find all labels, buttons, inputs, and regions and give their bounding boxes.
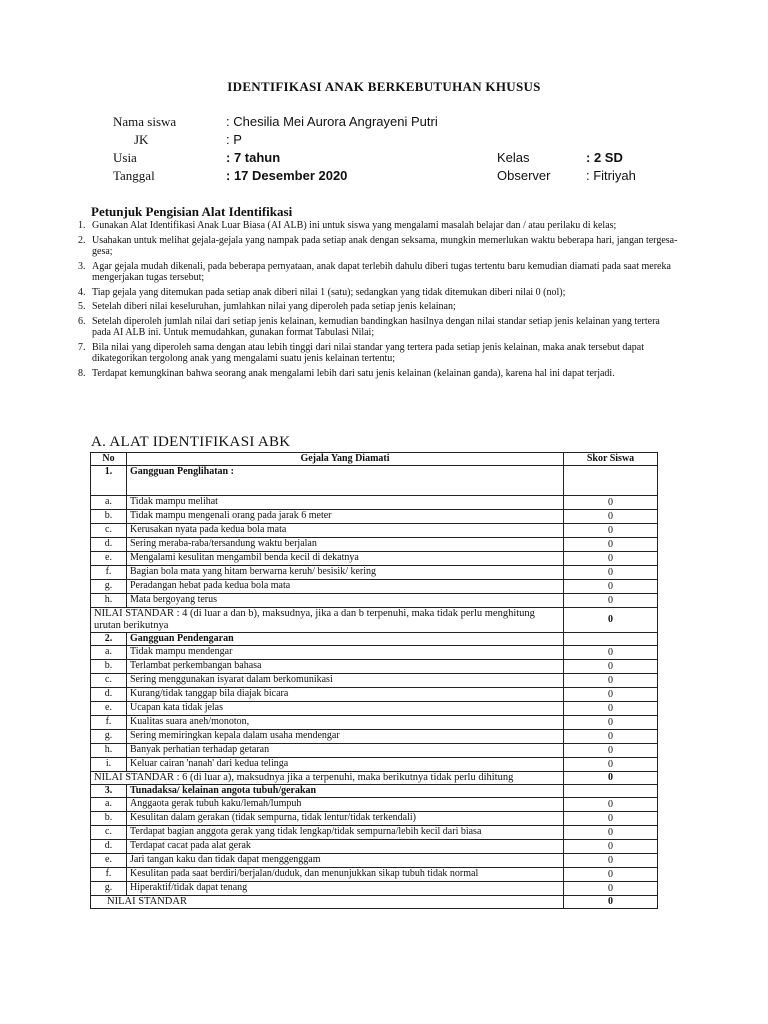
- standar-row: [91, 896, 658, 909]
- nama-value: : Chesilia Mei Aurora Angrayeni Putri: [226, 114, 438, 129]
- group-number: 3.: [91, 785, 127, 798]
- kelas-label: Kelas: [497, 150, 530, 165]
- item-skor: 0: [564, 716, 658, 730]
- item-letter: d.: [91, 688, 127, 702]
- group-number: 2.: [91, 633, 127, 646]
- group-skor-empty: [564, 785, 658, 798]
- instruction-number: 7.: [78, 341, 86, 353]
- table-row: [91, 674, 658, 688]
- item-skor: 0: [564, 882, 658, 896]
- instruction-item: [78, 261, 678, 283]
- table-row: [91, 688, 658, 702]
- table-row: [91, 580, 658, 594]
- instruction-item: [78, 368, 678, 379]
- item-skor: 0: [564, 496, 658, 510]
- item-letter: e.: [91, 854, 127, 868]
- table-row: [91, 594, 658, 608]
- item-gejala: Banyak perhatian terhadap getaran: [127, 744, 564, 758]
- instruction-number: 1.: [78, 220, 86, 231]
- item-letter: d.: [91, 538, 127, 552]
- table-row: [91, 716, 658, 730]
- usia-value: : 7 tahun: [226, 150, 281, 165]
- standar-row: [91, 608, 658, 633]
- item-letter: e.: [91, 552, 127, 566]
- item-gejala: Hiperaktif/tidak dapat tenang: [127, 882, 564, 896]
- instruction-number: 3.: [78, 260, 86, 272]
- item-skor: 0: [564, 840, 658, 854]
- table-row: [91, 660, 658, 674]
- group-header-row: [91, 633, 658, 646]
- item-letter: b.: [91, 660, 127, 674]
- item-gejala: Sering memiringkan kepala dalam usaha mendengar: [127, 730, 564, 744]
- item-letter: b.: [91, 510, 127, 524]
- tanggal-value: : 17 Desember 2020: [226, 168, 348, 183]
- identification-table: [90, 452, 658, 909]
- item-letter: c.: [91, 674, 127, 688]
- item-gejala: Ucapan kata tidak jelas: [127, 702, 564, 716]
- table-row: [91, 538, 658, 552]
- item-gejala: Kesulitan pada saat berdiri/berjalan/duduk, dan menunjukkan sikap tubuh tidak normal: [127, 868, 564, 882]
- item-letter: f.: [91, 716, 127, 730]
- instruction-text: Setelah diberi nilai keseluruhan, jumlahkan nilai yang diperoleh pada setiap jenis kelainan;: [92, 301, 456, 313]
- item-skor: 0: [564, 798, 658, 812]
- group-title: Gangguan Pendengaran: [127, 633, 564, 646]
- standar-skor: 0: [564, 608, 658, 633]
- instruction-text: Usahakan untuk melihat gejala-gejala yang nampak pada setiap anak dengan seksama, mungkin memerlukan waktu beberapa hari, jangan tergesa-gesa;: [92, 234, 678, 257]
- table-row: [91, 646, 658, 660]
- item-letter: b.: [91, 812, 127, 826]
- group-skor-empty: [564, 633, 658, 646]
- kelas-value: : 2 SD: [586, 150, 623, 165]
- item-skor: 0: [564, 744, 658, 758]
- item-skor: 0: [564, 538, 658, 552]
- item-gejala: Bagian bola mata yang hitam berwarna keruh/ besisik/ kering: [127, 566, 564, 580]
- item-skor: 0: [564, 660, 658, 674]
- standar-text: NILAI STANDAR: [91, 896, 564, 909]
- standar-skor: 0: [564, 896, 658, 909]
- instruction-list: [78, 220, 678, 382]
- item-skor: 0: [564, 580, 658, 594]
- petunjuk-heading: Petunjuk Pengisian Alat Identifikasi: [91, 204, 293, 219]
- instruction-item: [78, 316, 678, 338]
- nama-label: Nama siswa: [113, 114, 177, 129]
- instruction-text: Setelah diperoleh jumlah nilai dari setiap jenis kelainan, kemudian bandingkan hasilnya dengan nilai standar setiap jenis kelainan yang tertera pada AI ALB ini. Untuk memudahkan, gunakan format Tabulasi Nilai;: [92, 315, 660, 339]
- item-gejala: Sering meraba-raba/tersandung waktu berjalan: [127, 538, 564, 552]
- item-letter: e.: [91, 702, 127, 716]
- item-skor: 0: [564, 812, 658, 826]
- item-gejala: Tidak mampu mengenali orang pada jarak 6 meter: [127, 510, 564, 524]
- item-gejala: Kurang/tidak tanggap bila diajak bicara: [127, 688, 564, 702]
- item-gejala: Peradangan hebat pada kedua bola mata: [127, 580, 564, 594]
- item-gejala: Sering menggunakan isyarat dalam berkomunikasi: [127, 674, 564, 688]
- standar-row: [91, 772, 658, 785]
- instruction-number: 5.: [78, 301, 86, 313]
- item-skor: 0: [564, 758, 658, 772]
- instruction-item: [78, 235, 678, 257]
- item-skor: 0: [564, 854, 658, 868]
- instruction-item: [78, 220, 678, 231]
- group-number: 1.: [91, 466, 127, 496]
- standar-text: NILAI STANDAR : 4 (di luar a dan b), maksudnya, jika a dan b terpenuhi, maka tidak perlu menghitung urutan berikutnya: [91, 608, 564, 633]
- table-row: [91, 730, 658, 744]
- item-gejala: Mengalami kesulitan mengambil benda kecil di dekatnya: [127, 552, 564, 566]
- header-no: No: [91, 453, 127, 466]
- standar-skor: 0: [564, 772, 658, 785]
- item-skor: 0: [564, 674, 658, 688]
- document-title: IDENTIFIKASI ANAK BERKEBUTUHAN KHUSUS: [227, 79, 541, 94]
- item-skor: 0: [564, 566, 658, 580]
- item-letter: c.: [91, 524, 127, 538]
- item-letter: a.: [91, 798, 127, 812]
- table-row: [91, 854, 658, 868]
- item-skor: 0: [564, 868, 658, 882]
- item-gejala: Kesulitan dalam gerakan (tidak sempurna, tidak lentur/tidak terkendali): [127, 812, 564, 826]
- group-header-row: [91, 785, 658, 798]
- item-skor: 0: [564, 646, 658, 660]
- item-gejala: Tidak mampu melihat: [127, 496, 564, 510]
- item-letter: h.: [91, 744, 127, 758]
- instruction-number: 8.: [78, 367, 86, 379]
- item-skor: 0: [564, 826, 658, 840]
- item-gejala: Tidak mampu mendengar: [127, 646, 564, 660]
- tanggal-label: Tanggal: [113, 168, 155, 183]
- observer-label: Observer: [497, 168, 551, 183]
- item-letter: c.: [91, 826, 127, 840]
- item-gejala: Terlambat perkembangan bahasa: [127, 660, 564, 674]
- instruction-number: 4.: [78, 286, 86, 298]
- header-skor: Skor Siswa: [564, 453, 658, 466]
- item-letter: h.: [91, 594, 127, 608]
- instruction-text: Bila nilai yang diperoleh sama dengan atau lebih tinggi dari nilai standar yang tertera pada setiap jenis kelainan, maka anak tersebut dapat dikategorikan tergolong anak yang mengalami suatu jenis kelainan tertentu;: [92, 341, 645, 365]
- item-skor: 0: [564, 524, 658, 538]
- item-skor: 0: [564, 702, 658, 716]
- item-skor: 0: [564, 594, 658, 608]
- table-row: [91, 566, 658, 580]
- group-title: Gangguan Penglihatan :: [127, 466, 564, 496]
- instruction-text: Tiap gejala yang ditemukan pada setiap anak diberi nilai 1 (satu); sedangkan yang tidak ditemukan diberi nilai 0 (nol);: [92, 286, 566, 298]
- item-gejala: Keluar cairan 'nanah' dari kedua telinga: [127, 758, 564, 772]
- instruction-item: [78, 287, 678, 298]
- instruction-number: 2.: [78, 234, 86, 246]
- item-letter: d.: [91, 840, 127, 854]
- item-gejala: Terdapat bagian anggota gerak yang tidak lengkap/tidak sempurna/lebih kecil dari biasa: [127, 826, 564, 840]
- table-row: [91, 524, 658, 538]
- header-gejala: Gejala Yang Diamati: [127, 453, 564, 466]
- table-row: [91, 702, 658, 716]
- item-gejala: Kualitas suara aneh/monoton,: [127, 716, 564, 730]
- table-row: [91, 744, 658, 758]
- group-title: Tunadaksa/ kelainan angota tubuh/gerakan: [127, 785, 564, 798]
- table-row: [91, 882, 658, 896]
- item-gejala: Terdapat cacat pada alat gerak: [127, 840, 564, 854]
- instruction-number: 6.: [78, 315, 86, 327]
- standar-text: NILAI STANDAR : 6 (di luar a), maksudnya jika a terpenuhi, maka berikutnya tidak perlu dihitung: [91, 772, 564, 785]
- instruction-text: Gunakan Alat Identifikasi Anak Luar Biasa (AI ALB) ini untuk siswa yang mengalami masalah belajar dan / atau perilaku di kelas;: [92, 220, 617, 231]
- instruction-item: [78, 301, 678, 312]
- item-gejala: Anggaota gerak tubuh kaku/lemah/lumpuh: [127, 798, 564, 812]
- item-gejala: Mata bergoyang terus: [127, 594, 564, 608]
- group-skor-empty: [564, 466, 658, 496]
- table-row: [91, 812, 658, 826]
- item-letter: g.: [91, 882, 127, 896]
- item-letter: f.: [91, 868, 127, 882]
- item-letter: g.: [91, 730, 127, 744]
- item-skor: 0: [564, 552, 658, 566]
- jk-label: JK: [134, 132, 149, 147]
- table-row: [91, 496, 658, 510]
- instruction-text: Agar gejala mudah dikenali, pada beberapa pernyataan, anak dapat terlebih dahulu diberi tugas tertentu baru kemudian diamati pada saat mereka mengerjakan tugas tersebut;: [92, 260, 671, 283]
- table-row: [91, 798, 658, 812]
- table-header-row: [91, 453, 658, 466]
- item-letter: i.: [91, 758, 127, 772]
- table-row: [91, 868, 658, 882]
- item-skor: 0: [564, 688, 658, 702]
- item-letter: g.: [91, 580, 127, 594]
- item-letter: a.: [91, 646, 127, 660]
- usia-label: Usia: [113, 150, 137, 165]
- table-row: [91, 840, 658, 854]
- table-row: [91, 510, 658, 524]
- item-skor: 0: [564, 510, 658, 524]
- group-header-row: [91, 466, 658, 496]
- instruction-item: [78, 342, 678, 364]
- table-row: [91, 826, 658, 840]
- item-skor: 0: [564, 730, 658, 744]
- table-row: [91, 758, 658, 772]
- item-letter: f.: [91, 566, 127, 580]
- section-heading: A. ALAT IDENTIFIKASI ABK: [91, 434, 291, 450]
- item-gejala: Jari tangan kaku dan tidak dapat menggenggam: [127, 854, 564, 868]
- table-row: [91, 552, 658, 566]
- instruction-text: Terdapat kemungkinan bahwa seorang anak mengalami lebih dari satu jenis kelainan (kelainan ganda), karena hal ini dapat terjadi.: [92, 367, 615, 379]
- jk-value: : P: [226, 132, 242, 147]
- item-gejala: Kerusakan nyata pada kedua bola mata: [127, 524, 564, 538]
- item-letter: a.: [91, 496, 127, 510]
- observer-value: : Fitriyah: [586, 168, 636, 183]
